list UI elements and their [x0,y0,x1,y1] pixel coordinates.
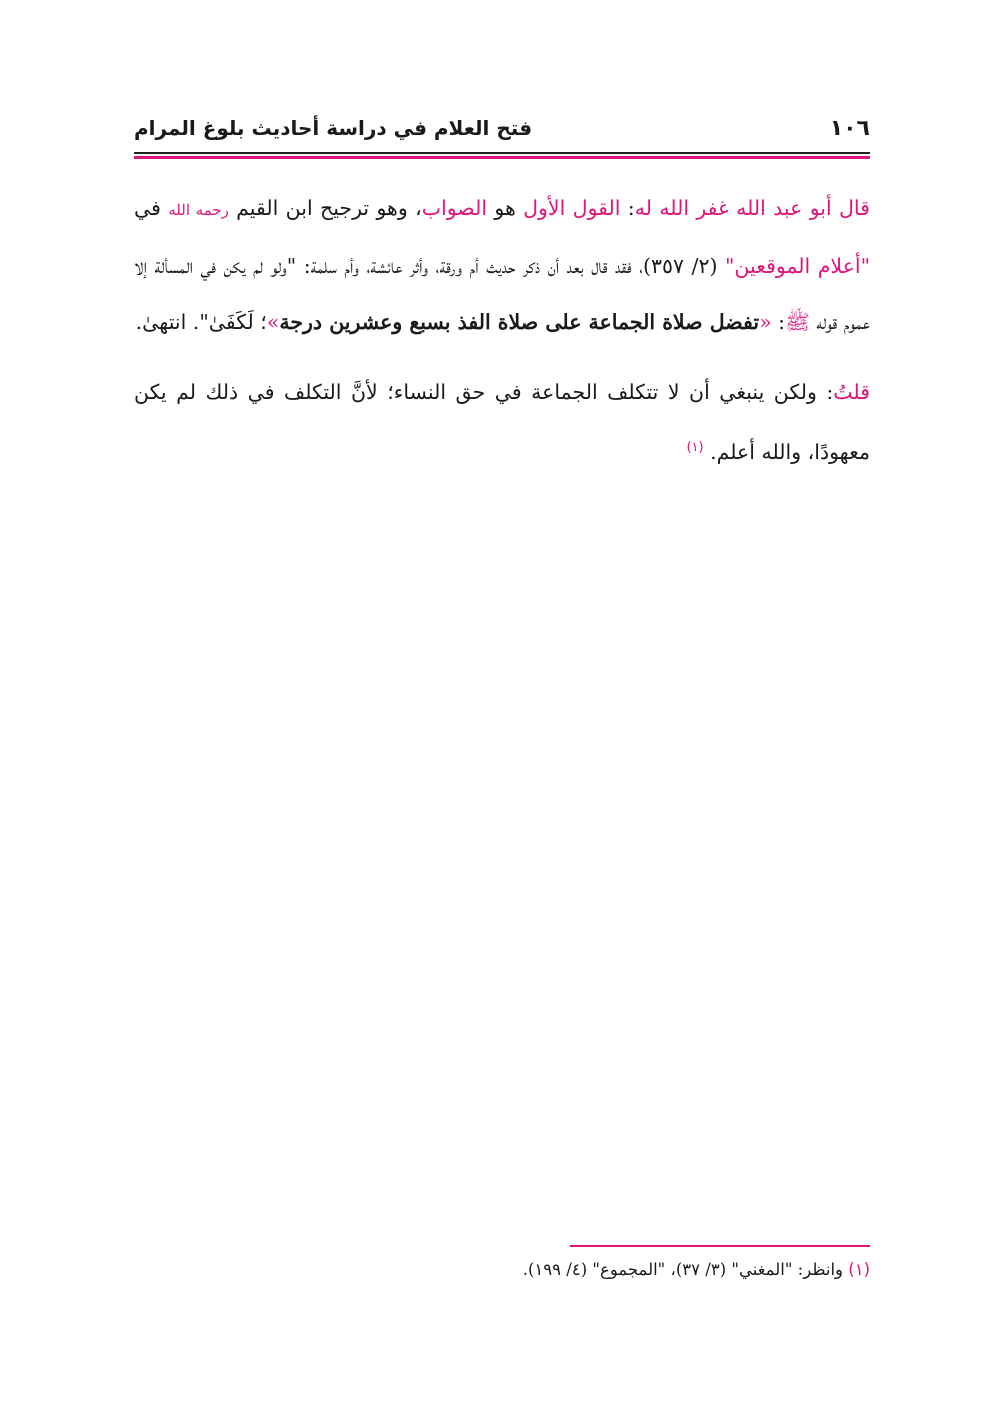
main-text [134,180,870,480]
hadith-quote: تفضل صلاة الجماعة على صلاة الفذ بسبع وعشرين درجة [279,310,760,334]
text-segment: : [771,310,786,334]
text-segment: هو [487,196,524,220]
text-segment: ؛ لَكَفَىٰ". انتهىٰ. [135,310,267,334]
correct-label: الصواب [421,196,488,220]
paragraph-author-note [134,364,870,480]
footnote-mark: (١) [848,1260,870,1279]
header-rule-accent [134,156,870,159]
running-header [134,110,870,154]
text-segment: (٢/ ٣٥٧)، فقد قال بعد أن ذكر حديث أم ورقة، وأثر عائشة، وأم سلمة: "ولو لم يكن في المسألة إلا عموم قوله [134,254,870,334]
salutation-glyph: ﷺ [785,310,810,334]
footnote-separator [570,1245,870,1247]
footnote [134,1260,870,1279]
book-title: فتح العلام في دراسة أحاديث بلوغ المرام [134,116,533,140]
text-segment: ، وهو ترجيح ابن القيم [228,196,422,220]
text-segment: : [620,196,635,220]
page-number: ١٠٦ [829,116,870,141]
quote-open-mark: « [759,310,772,334]
header-rule-thin [134,152,870,154]
rahimahullah-glyph: رحمه الله [168,201,229,219]
footnote-text: وانظر: "المغني" (٣/ ٣٧)، "المجموع" (٤/ ١٩٩). [522,1260,849,1279]
page [134,110,870,1310]
text-segment: في [134,196,169,220]
quote-close-mark: » [266,310,280,334]
paragraph-author-opinion [134,180,870,350]
qultu-label: قلتُ [833,380,870,404]
footnote-reference[interactable]: (١) [686,440,704,455]
book-reference: "أعلام الموقعين" [724,254,871,278]
first-opinion-label: القول الأول [523,196,621,220]
author-attribution: قال أبو عبد الله غفر الله له [634,196,870,220]
text-segment: : ولكن ينبغي أن لا تتكلف الجماعة في حق النساء؛ لأنَّ التكلف في ذلك لم يكن معهودًا، والله أعلم. [134,380,870,464]
